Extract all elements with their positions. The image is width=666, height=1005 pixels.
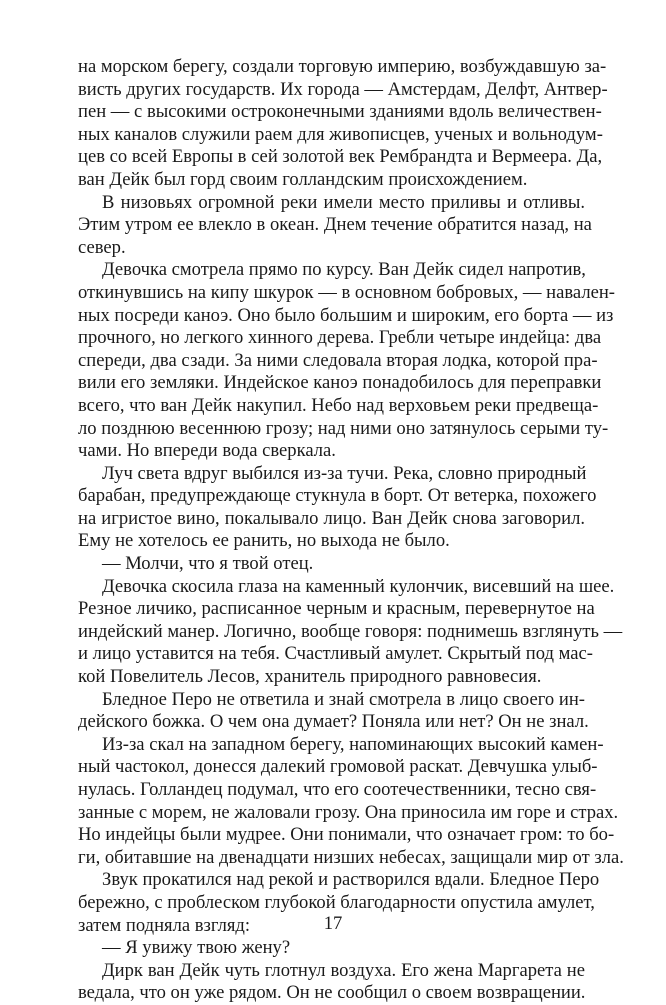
- text-line: Этим утром ее влекло в океан. Днем течение обратится назад, на: [78, 214, 592, 236]
- text-line: пен — с высокими остроконечными зданиями вдоль величествен-: [78, 101, 602, 123]
- text-line: Из-за скал на западном берегу, напоминающих высокий камен-: [102, 733, 604, 755]
- text-line: спереди, два сзади. За ними следовала вторая лодка, которой пра-: [78, 349, 598, 371]
- body-text: [78, 56, 624, 1005]
- text-line: ных каналов служили раем для живописцев, ученых и вольнодум-: [78, 123, 603, 145]
- text-line: север.: [78, 236, 126, 258]
- text-line: ведала, что он уже рядом. Он не сообщил о своем возвращении.: [78, 982, 586, 1004]
- text-line: затем подняла взгляд:: [78, 914, 251, 936]
- text-line: вили его земляки. Индейское каноэ понадобилось для переправки: [78, 372, 602, 394]
- page-number: 17: [323, 913, 343, 934]
- text-line: и лицо уставится на тебя. Счастливый амулет. Скрытый под мас-: [78, 643, 593, 665]
- text-line: Бледное Перо не ответила и знай смотрела в лицо своего ин-: [102, 688, 585, 710]
- text-line: прочного, но легкого хинного дерева. Гребли четыре индейца: два: [78, 327, 602, 349]
- text-line: Звук прокатился над рекой и растворился вдали. Бледное Перо: [102, 869, 600, 891]
- text-line: нулась. Голландец подумал, что его соотечественники, тесно свя-: [78, 779, 597, 800]
- text-line: на морском берегу, создали торговую империю, возбуждавшую за-: [78, 56, 607, 77]
- text-line: чами. Но впереди вода сверкала.: [78, 440, 336, 462]
- text-line: Дирк ван Дейк чуть глотнул воздуха. Его жена Маргарета не: [102, 959, 585, 981]
- text-line: ло позднюю весеннюю грозу; над ними оно затянулось серыми ту-: [78, 417, 609, 439]
- text-line: Девочка смотрела прямо по курсу. Ван Дейк сидел напротив,: [102, 259, 586, 281]
- text-line: ги, обитавшие на двенадцати низших небесах, защищали мир от зла.: [78, 846, 624, 868]
- text-line: откинувшись на кипу шкурок — в основном бобровых, — навален-: [78, 281, 615, 303]
- text-line: ных посреди каноэ. Оно было большим и широким, его борта — из: [78, 304, 614, 326]
- text-line: дейского божка. О чем она думает? Поняла или нет? Он не знал.: [78, 711, 589, 733]
- text-line: бережно, с проблеском глубокой благодарности опустила амулет,: [78, 891, 595, 913]
- text-line: всего, что ван Дейк накупил. Небо над верховьем реки предвеща-: [78, 394, 599, 416]
- text-line: ный частокол, донесся далекий громовой раскат. Девчушка улыб-: [78, 756, 598, 778]
- text-line: висть других государств. Их города — Амстердам, Делфт, Антвер-: [78, 78, 608, 100]
- text-line: кой Повелитель Лесов, хранитель природного равновесия.: [78, 666, 542, 688]
- text-line: цев со всей Европы в сей золотой век Рембрандта и Вермеера. Да,: [78, 146, 603, 168]
- text-line: — Молчи, что я твой отец.: [102, 553, 314, 575]
- text-line: В низовьях огромной реки имели место приливы и отливы.: [102, 191, 585, 213]
- text-line: занные с морем, не жаловали грозу. Она приносила им горе и страх.: [78, 801, 619, 823]
- text-line: индейский манер. Логично, вообще говоря: поднимешь взглянуть —: [78, 620, 623, 642]
- text-line: Луч света вдруг выбился из-за тучи. Река, словно природный: [102, 462, 587, 484]
- text-line: барабан, предупреждающе стукнула в борт. От ветерка, похожего: [78, 485, 597, 507]
- text-line: ван Дейк был горд своим голландским происхождением.: [78, 168, 528, 190]
- text-line: Ему не хотелось ее ранить, но выхода не было.: [78, 530, 450, 552]
- text-line: — Я увижу твою жену?: [102, 937, 291, 959]
- text-line: Но индейцы были мудрее. Они понимали, что означает гром: то бо-: [78, 824, 615, 846]
- text-line: на игристое вино, покалывало лицо. Ван Дейк снова заговорил.: [78, 507, 585, 529]
- text-line: Девочка скосила глаза на каменный кулончик, висевший на шее.: [102, 575, 615, 597]
- text-line: Резное личико, расписанное черным и красным, перевернутое на: [78, 598, 595, 620]
